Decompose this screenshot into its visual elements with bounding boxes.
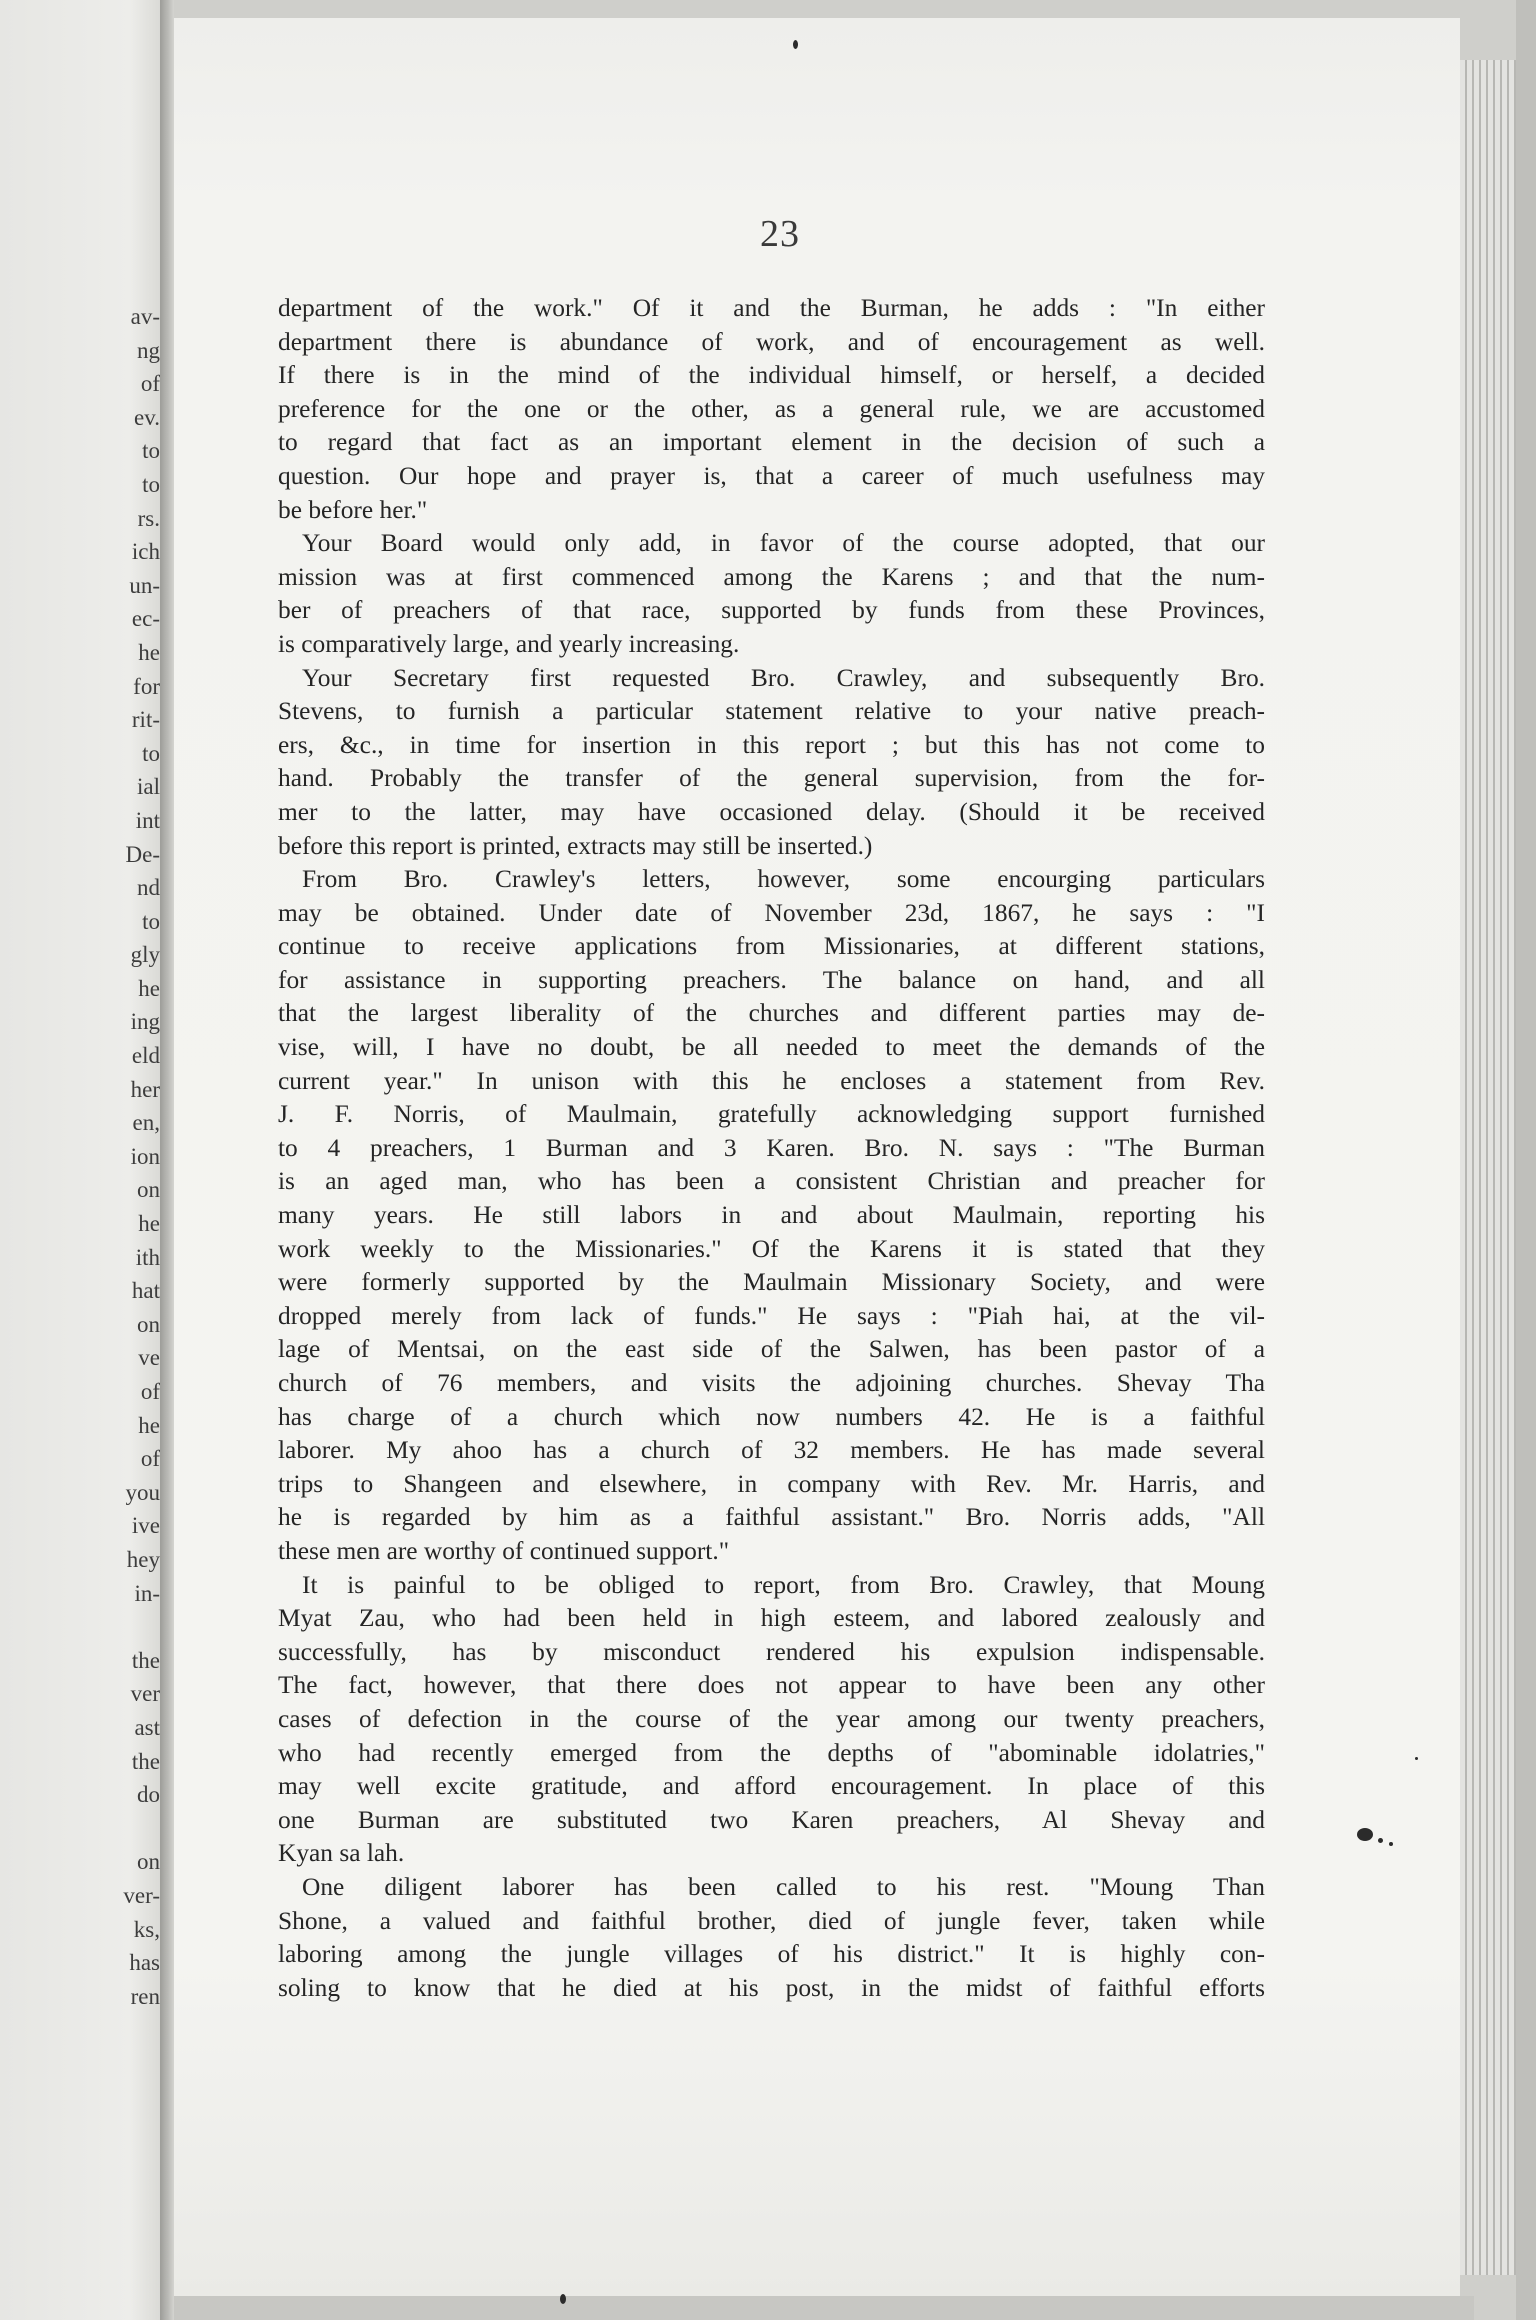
text-line: mer to the latter, may have occasioned delay. (Should it be received — [278, 797, 1265, 826]
facing-page-fragment: un- — [129, 572, 160, 598]
text-line: were formerly supported by the Maulmain Missionary Society, and were — [278, 1268, 1265, 1297]
facing-page-fragment: do — [137, 1782, 160, 1808]
text-line: cases of defection in the course of the year among our twenty preachers, — [278, 1704, 1265, 1733]
text-line: lage of Mentsai, on the east side of the Salwen, has been pastor of a — [278, 1335, 1265, 1364]
facing-page-fragment: ec- — [131, 606, 160, 632]
text-line: trips to Shangeen and elsewhere, in company with Rev. Mr. Harris, and — [278, 1469, 1265, 1498]
text-line: may well excite gratitude, and afford encouragement. In place of this — [278, 1772, 1265, 1801]
text-line: Myat Zau, who had been held in high esteem, and labored zealously and — [278, 1604, 1265, 1633]
text-line: these men are worthy of continued support." — [278, 1536, 730, 1565]
facing-page-fragment: to — [142, 740, 160, 766]
facing-page-fragment: on — [137, 1849, 160, 1875]
text-line: vise, will, I have no doubt, be all needed to meet the demands of the — [278, 1033, 1265, 1062]
ink-speck — [560, 2294, 566, 2304]
text-line: work weekly to the Missionaries." Of the Karens it is stated that they — [278, 1234, 1265, 1263]
facing-page-fragment: to — [142, 471, 160, 497]
facing-page-fragment: ev. — [134, 404, 160, 430]
facing-page-fragment: in- — [134, 1580, 160, 1606]
facing-page-fragment: gly — [130, 942, 160, 968]
facing-page-fragment: of — [140, 371, 160, 397]
book-gutter — [160, 0, 174, 2320]
ink-speck — [1378, 1838, 1383, 1843]
text-line: Stevens, to furnish a particular statement relative to your native preach- — [278, 697, 1265, 726]
text-line: continue to receive applications from Missionaries, at different stations, — [278, 932, 1265, 961]
facing-page-fragment: on — [137, 1311, 160, 1337]
facing-page-fragment: ast — [134, 1714, 160, 1740]
text-line: soling to know that he died at his post, in the midst of faithful efforts — [278, 1973, 1265, 2002]
facing-page-fragment: he — [138, 1211, 160, 1237]
facing-page-fragment: he — [138, 1412, 160, 1438]
text-line: many years. He still labors in and about Maulmain, reporting his — [278, 1201, 1265, 1230]
facing-page-fragment: ve — [138, 1345, 160, 1371]
facing-page-fragment: ith — [135, 1244, 160, 1270]
facing-page-fragment: De- — [125, 841, 160, 867]
text-line: is comparatively large, and yearly increasing. — [278, 629, 740, 658]
facing-page-fragment: her — [130, 1076, 160, 1102]
facing-page-fragment: of — [140, 1446, 160, 1472]
ink-speck — [1389, 1842, 1393, 1846]
text-line: before this report is printed, extracts may still be inserted.) — [278, 831, 873, 860]
text-line: for assistance in supporting preachers. The balance on hand, and all — [278, 965, 1265, 994]
facing-page-fragment: ng — [137, 337, 160, 363]
text-line: Shone, a valued and faithful brother, died of jungle fever, taken while — [278, 1906, 1265, 1935]
text-line: mission was at first commenced among the Karens ; and that the num- — [278, 562, 1265, 591]
text-line: hand. Probably the transfer of the general supervision, from the for- — [278, 764, 1265, 793]
facing-page-fragment: ren — [130, 1983, 160, 2009]
text-line: department there is abundance of work, and of encouragement as well. — [278, 327, 1265, 356]
facing-page-fragment: en, — [132, 1110, 160, 1136]
facing-page-fragment: for — [133, 673, 160, 699]
text-line: that the largest liberality of the churches and different parties may de- — [278, 999, 1265, 1028]
text-line: be before her." — [278, 495, 428, 524]
facing-page-fragment: on — [137, 1177, 160, 1203]
text-line: Your Secretary first requested Bro. Crawley, and subsequently Bro. — [302, 663, 1265, 692]
facing-page-fragment: ive — [131, 1513, 160, 1539]
text-line: Kyan sa lah. — [278, 1839, 405, 1868]
text-line: church of 76 members, and visits the adjoining churches. Shevay Tha — [278, 1369, 1265, 1397]
facing-page-fragment: has — [129, 1950, 160, 1976]
facing-page-fragment: ver — [130, 1681, 160, 1707]
text-line: to 4 preachers, 1 Burman and 3 Karen. Bro. N. says : "The Burman — [278, 1133, 1265, 1162]
text-line: question. Our hope and prayer is, that a career of much usefulness may — [278, 461, 1265, 490]
text-line: one Burman are substituted two Karen preachers, Al Shevay and — [278, 1805, 1265, 1834]
text-line: ber of preachers of that race, supported by funds from these Provinces, — [278, 596, 1265, 625]
facing-page-fragment: ver- — [123, 1882, 160, 1908]
text-line: to regard that fact as an important element in the decision of such a — [278, 428, 1265, 457]
text-line: department of the work." Of it and the Burman, he adds : "In either — [278, 294, 1265, 322]
ink-speck — [1357, 1828, 1373, 1841]
facing-page-fragment: int — [135, 807, 160, 833]
facing-page-fragment: you — [125, 1479, 160, 1505]
facing-page-fragment — [0, 1812, 160, 1846]
text-line: From Bro. Crawley's letters, however, some encourging particulars — [302, 865, 1265, 894]
text-line: The fact, however, that there does not appear to have been any other — [278, 1671, 1265, 1700]
page-number: 23 — [760, 213, 800, 255]
facing-page-fragment: hat — [131, 1278, 160, 1304]
facing-page-fragment: ks, — [133, 1916, 160, 1942]
facing-page-fragment: ion — [130, 1143, 160, 1169]
text-line: is an aged man, who has been a consistent Christian and preacher for — [278, 1167, 1265, 1196]
facing-page-fragment: the — [131, 1647, 160, 1673]
facing-page-fragment: ich — [131, 539, 160, 565]
facing-page-fragment: to — [142, 438, 160, 464]
facing-page-fragment: nd — [137, 875, 160, 901]
text-line: has charge of a church which now numbers 42. He is a faithful — [278, 1402, 1265, 1431]
facing-page-fragment: ial — [137, 774, 160, 800]
facing-page-left — [0, 0, 162, 2320]
facing-page-fragment: eld — [131, 1043, 160, 1069]
text-line: Your Board would only add, in favor of the course adopted, that our — [302, 529, 1265, 558]
text-line: preference for the one or the other, as a general rule, we are accustomed — [278, 394, 1265, 423]
text-line: If there is in the mind of the individual himself, or herself, a decided — [278, 361, 1265, 390]
ink-speck — [1415, 1757, 1418, 1760]
text-line: he is regarded by him as a faithful assistant." Bro. Norris adds, "All — [278, 1503, 1265, 1532]
facing-page-fragment — [0, 1610, 160, 1644]
text-line: It is painful to be obliged to report, from Bro. Crawley, that Moung — [302, 1570, 1265, 1599]
ink-speck — [793, 40, 798, 49]
facing-page-fragment: av- — [130, 304, 160, 329]
facing-page-fragment-column — [0, 300, 160, 2013]
text-line: who had recently emerged from the depths of "abominable idolatries," — [278, 1738, 1265, 1767]
text-line: may be obtained. Under date of November 23d, 1867, he says : "I — [278, 898, 1265, 927]
scan-background-right — [1516, 0, 1536, 2320]
text-line: dropped merely from lack of funds." He says : "Piah hai, at the vil- — [278, 1301, 1265, 1330]
facing-page-fragment: hey — [126, 1546, 160, 1572]
text-line: One diligent laborer has been called to his rest. "Moung Than — [302, 1872, 1265, 1901]
facing-page-fragment: ing — [130, 1009, 160, 1035]
page-stack-edge — [1460, 60, 1516, 2275]
facing-page-fragment: to — [142, 908, 160, 934]
facing-page-fragment: he — [138, 639, 160, 665]
facing-page-fragment: rit- — [131, 707, 160, 733]
text-line: laborer. My ahoo has a church of 32 members. He has made several — [278, 1436, 1265, 1465]
facing-page-fragment: rs. — [137, 505, 160, 531]
facing-page-fragment: of — [140, 1379, 160, 1404]
facing-page-fragment: he — [138, 975, 160, 1001]
scan-background-bottom — [174, 2296, 1474, 2320]
text-line: laboring among the jungle villages of his district." It is highly con- — [278, 1940, 1265, 1969]
text-line: current year." In unison with this he encloses a statement from Rev. — [278, 1066, 1265, 1095]
facing-page-fragment: the — [131, 1748, 160, 1774]
text-line: ers, &c., in time for insertion in this report ; but this has not come to — [278, 730, 1265, 759]
body-text — [278, 292, 1265, 2005]
text-line: successfully, has by misconduct rendered his expulsion indispensable. — [278, 1637, 1265, 1666]
text-line: J. F. Norris, of Maulmain, gratefully acknowledging support furnished — [278, 1100, 1265, 1129]
